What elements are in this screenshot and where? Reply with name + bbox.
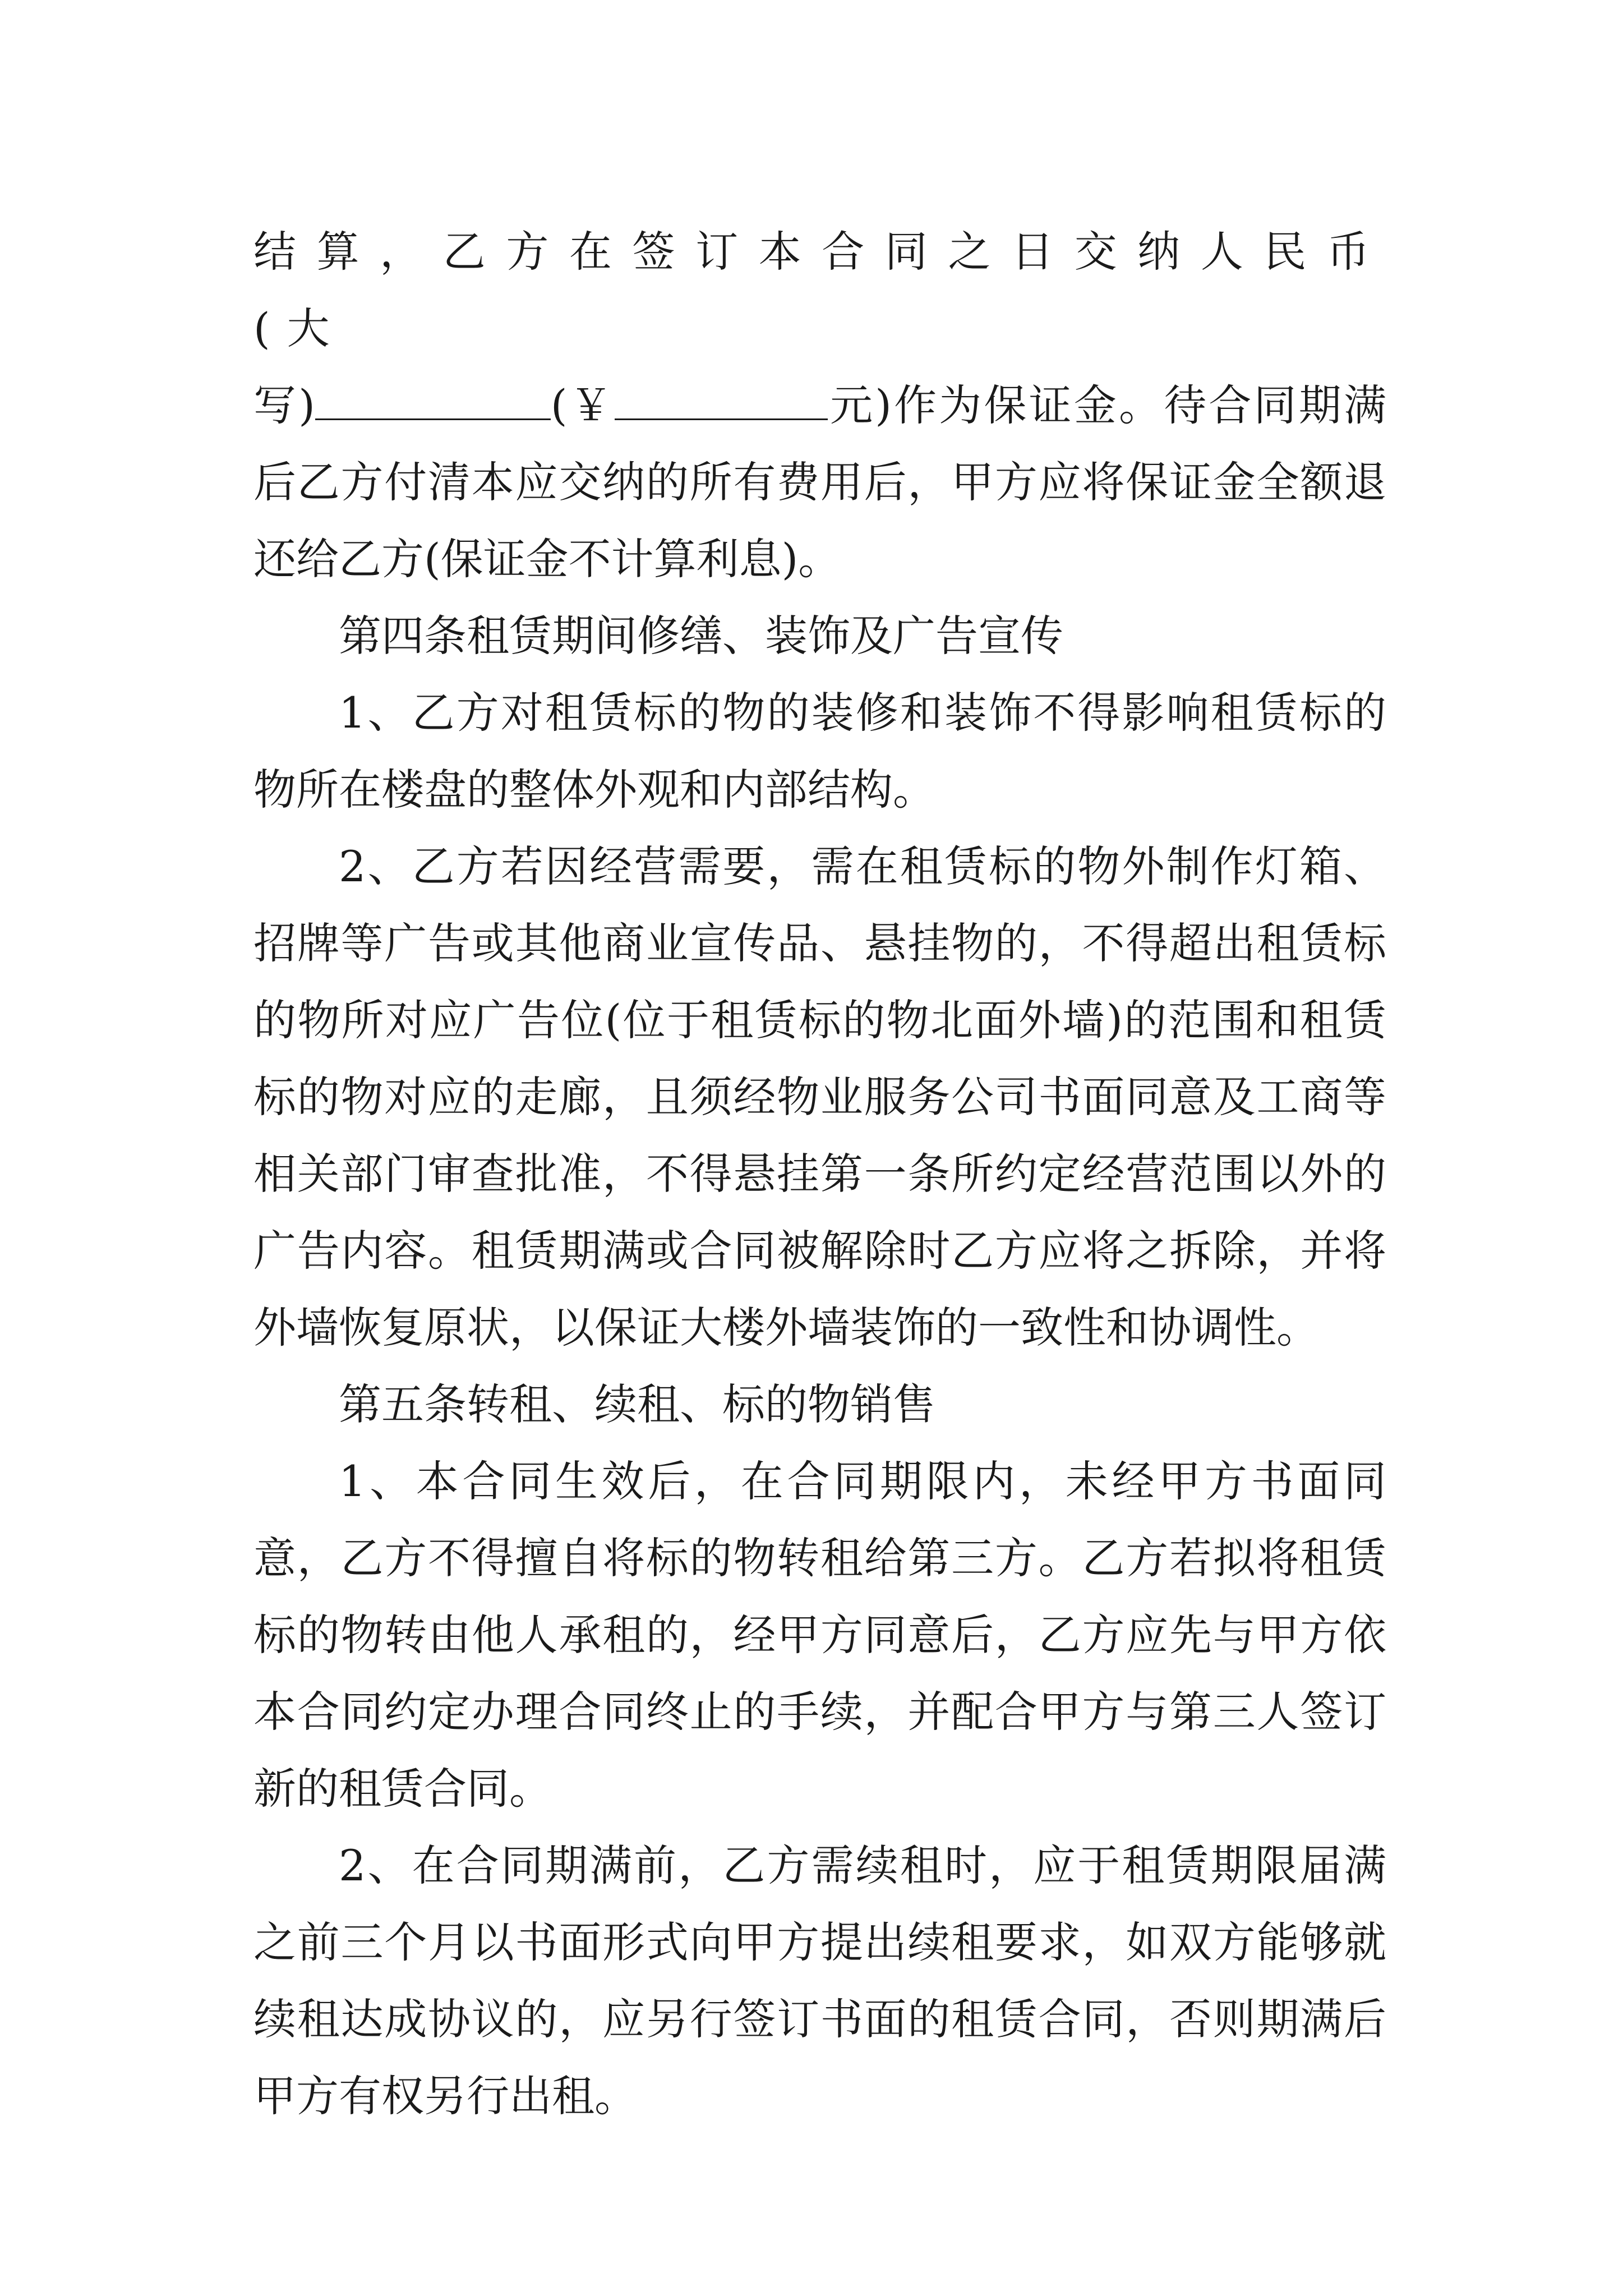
- deposit-paragraph-seg-b: (￥: [550, 380, 615, 430]
- amount-in-figures-blank: [615, 385, 828, 420]
- deposit-paragraph-seg-c: 元)作为保证金。待合同期满后乙方付清本应交纳的所有费用后，甲方应将保证金全额退还给乙方(保证金不计算利息)。: [253, 380, 1386, 584]
- article-4-item-1: 1、乙方对租赁标的物的装修和装饰不得影响租赁标的物所在楼盘的整体外观和内部结构。: [253, 688, 1386, 815]
- document-body: [253, 213, 1386, 2134]
- deposit-paragraph-line1: 结算，乙方在签订本合同之日交纳人民币(大: [253, 227, 1386, 353]
- article-5-heading: 第五条转租、续租、标的物销售: [339, 1379, 935, 1429]
- amount-in-words-blank: [315, 385, 551, 420]
- deposit-paragraph-seg-a: 写): [253, 380, 315, 430]
- article-4-heading: 第四条租赁期间修缮、装饰及广告宣传: [339, 611, 1063, 661]
- deposit-paragraph: [253, 213, 1386, 597]
- article-5-item-2: 2、在合同期满前，乙方需续租时，应于租赁期限届满之前三个月以书面形式向甲方提出续租要求，如双方能够就续租达成协议的，应另行签订书面的租赁合同，否则期满后甲方有权另行出租。: [253, 1841, 1386, 2121]
- article-5-item-1: 1、本合同生效后，在合同期限内，未经甲方书面同意，乙方不得擅自将标的物转租给第三方。乙方若拟将租赁标的物转由他人承租的，经甲方同意后，乙方应先与甲方依本合同约定办理合同终止的手续，并配合甲方与第三人签订新的租赁合同。: [253, 1456, 1386, 1814]
- article-4-item-2: 2、乙方若因经营需要，需在租赁标的物外制作灯箱、招牌等广告或其他商业宣传品、悬挂物的，不得超出租赁标的物所对应广告位(位于租赁标的物北面外墙)的范围和租赁标的物对应的走廊，且须经物业服务公司书面同意及工商等相关部门审查批准，不得悬挂第一条所约定经营范围以外的广告内容。租赁期满或合同被解除时乙方应将之拆除，并将外墙恢复原状，以保证大楼外墙装饰的一致性和协调性。: [253, 841, 1386, 1352]
